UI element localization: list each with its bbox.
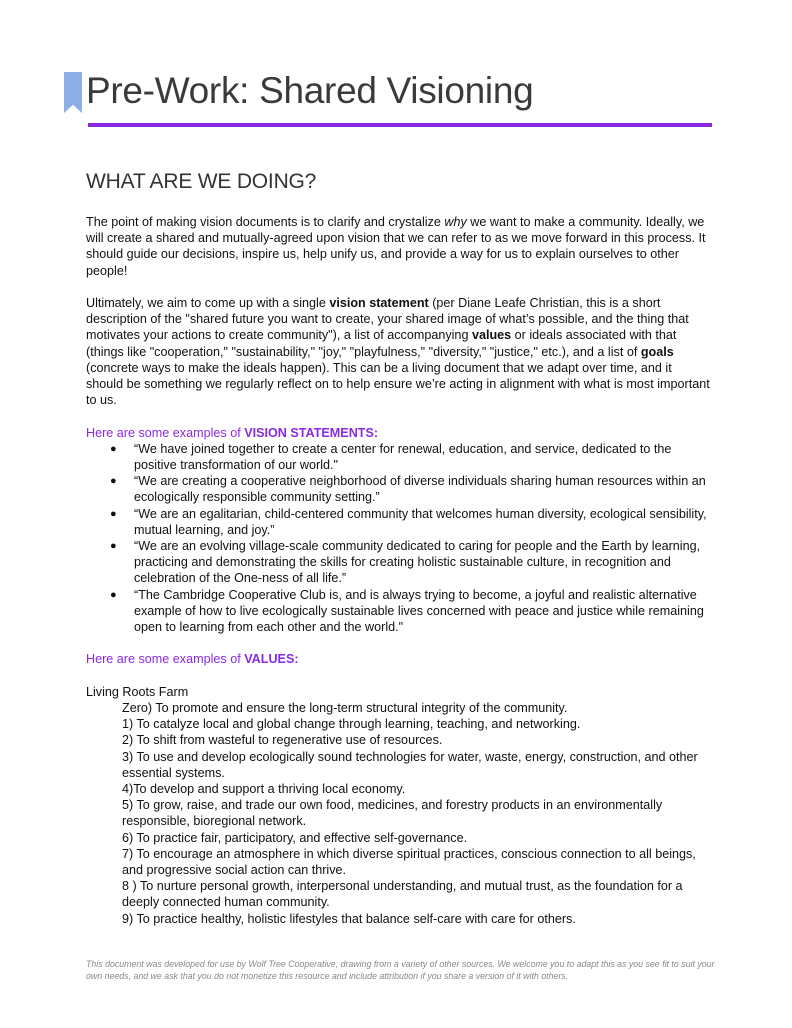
list-item: 7) To encourage an atmosphere in which diverse spiritual practices, conscious connection to all beings, and progressive social action can thrive. (122, 846, 696, 878)
vision-statement-text: “We have joined together to create a center for renewal, education, and service, dedicated to the positive transformation of our world." (134, 441, 672, 473)
bullet-icon: ● (110, 540, 117, 553)
list-item (86, 441, 710, 473)
aims-text-b: (per Diane Leafe Christian, this is a short description of the "shared future you want to create, your shared image of what’s possible, and the thing that motivates your actions to create community"), a list of accompanying (86, 296, 689, 343)
vision-examples-heading (86, 425, 710, 441)
intro-paragraph (86, 214, 710, 279)
list-item: 8 ) To nurture personal growth, interpersonal understanding, and mutual trust, as the foundation for a deeply connected human community. (122, 879, 683, 910)
aims-paragraph (86, 295, 710, 408)
aims-text-d: (concrete ways to make the ideals happen). This can be a living document that we adapt over time, and it should be something we regularly reflect on to help ensure we’re acting in alignment with what is most important to us. (86, 360, 710, 408)
main-content (86, 166, 710, 927)
bullet-icon: ● (110, 588, 117, 601)
list-item: 6) To practice fair, participatory, and effective self-governance. (122, 830, 468, 845)
values-examples-label: VALUES: (244, 652, 299, 667)
list-item: 1) To catalyze local and global change through learning, teaching, and networking. (122, 717, 581, 732)
bullet-icon: ● (110, 475, 117, 488)
intro-rest: we want to make a community. Ideally, we will create a shared and mutually-agreed upon vision that we can refer to as we move forward in this process. It should guide our decisions, inspire us, help unify us, and provide a way for us to explain ourselves to other people! (86, 215, 706, 278)
vision-statement-text: “We are creating a cooperative neighborhood of diverse individuals sharing human resources within an ecologically responsible community setting.” (134, 474, 706, 505)
list-item (86, 506, 710, 538)
list-item (86, 473, 710, 505)
intro-why: why (444, 215, 467, 229)
list-item: 5) To grow, raise, and trade our own food, medicines, and forestry products in an environmentally responsible, bioregional network. (122, 798, 663, 829)
aims-text-c: or ideals associated with that (things like "cooperation," "sustainability," "joy," "playfulness," "diversity," "justice," etc.), and a list of (86, 328, 677, 359)
list-item: 4)To develop and support a thriving local economy. (122, 782, 406, 797)
list-item: 3) To use and develop ecologically sound technologies for water, waste, energy, construction, and other essential systems. (122, 749, 698, 780)
values-examples-lead: Here are some examples of (86, 652, 241, 667)
title-divider (88, 123, 712, 127)
list-item (86, 538, 710, 587)
aims-text-a: Ultimately, we aim to come up with a single (86, 296, 326, 310)
values-examples-heading (86, 651, 710, 667)
vision-statement-text: “We are an egalitarian, child-centered community that welcomes human diversity, ecological sensibility, mutual learning, and joy.” (134, 506, 707, 537)
term-vision-statement: vision statement (329, 296, 429, 310)
bullet-icon: ● (110, 507, 117, 520)
list-item: 9) To practice healthy, holistic lifestyles that balance self-care with care for others. (122, 911, 576, 926)
vision-statements-list (86, 441, 710, 635)
term-goals: goals (640, 344, 674, 359)
page-title: Pre-Work: Shared Visioning (86, 70, 534, 111)
vision-examples-lead: Here are some examples of (86, 425, 241, 440)
footer-note: This document was developed for use by Wolf Tree Cooperative, drawing from a variety of other sources. We welcome you to adapt this as you see fit to suit your own needs, and we ask that you do not monetize this resource and include attribution if you share a version of it with others. (86, 959, 715, 981)
vision-examples-label: VISION STATEMENTS: (244, 425, 379, 440)
bookmark-icon (64, 72, 82, 113)
term-values: values (471, 328, 512, 343)
vision-statement-text: “The Cambridge Cooperative Club is, and is always trying to become, a joyful and realistic alternative example of how to live ecologically sustainable lives concerned with peace and justice while remaining open to learning from each other and the world." (134, 587, 704, 635)
values-list (86, 700, 710, 927)
section-heading: WHAT ARE WE DOING? (86, 170, 317, 193)
list-item (86, 587, 710, 636)
vision-statement-text: “We are an evolving village-scale community dedicated to caring for people and the Earth by learning, practicing and demonstrating the skills for creating holistic sustainable culture, in recognition and celebration of the One-ness of all life.” (134, 539, 701, 586)
intro-text: The point of making vision documents is to clarify and crystalize (86, 215, 441, 229)
bullet-icon: ● (110, 442, 117, 455)
list-item: Zero) To promote and ensure the long-term structural integrity of the community. (122, 701, 568, 716)
list-item: 2) To shift from wasteful to regenerative use of resources. (122, 733, 443, 748)
organization-name: Living Roots Farm (86, 684, 189, 699)
